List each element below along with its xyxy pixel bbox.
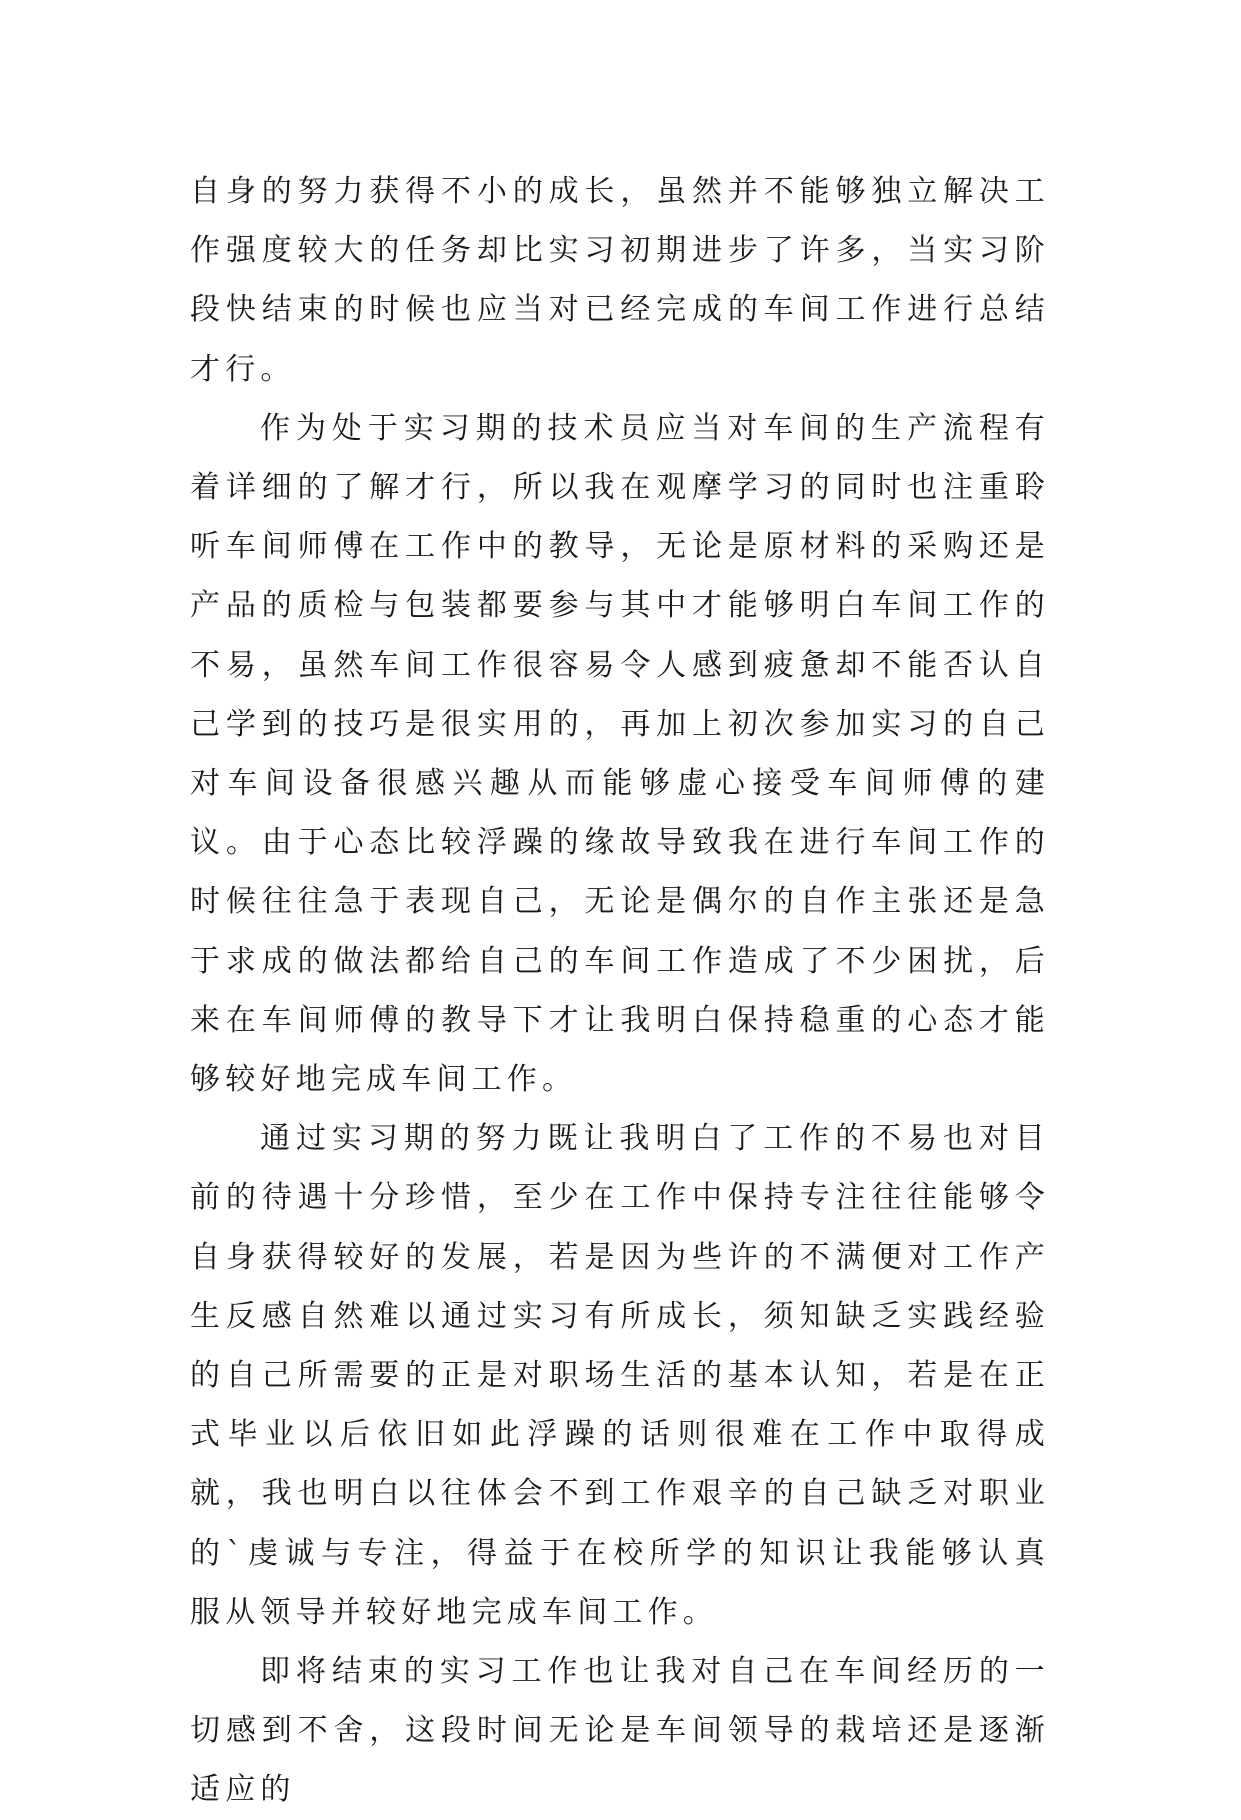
- paragraph-4: 即将结束的实习工作也让我对自己在车间经历的一切感到不舍，这段时间无论是车间领导的栽培还是逐渐适应的: [190, 1654, 1050, 1808]
- paragraph-2: 作为处于实习期的技术员应当对车间的生产流程有着详细的了解才行，所以我在观摩学习的同时也注重聆听车间师傅在工作中的教导，无论是原材料的采购还是产品的质检与包装都要参与其中才能够明白车间工作的不易，虽然车间工作很容易令人感到疲惫却不能否认自己学到的技巧是很实用的，再加上初次参加实习的自己对车间设备很感兴趣从而能够虚心接受车间师傅的建议。由于心态比较浮躁的缘故导致我在进行车间工作的时候往往急于表现自己，无论是偶尔的自作主张还是急于求成的做法都给自己的车间工作造成了不少困扰，后来在车间师傅的教导下才让我明白保持稳重的心态才能够较好地完成车间工作。: [190, 410, 1050, 1098]
- paragraph-3: 通过实习期的努力既让我明白了工作的不易也对目前的待遇十分珍惜，至少在工作中保持专注往往能够令自身获得较好的发展，若是因为些许的不满便对工作产生反感自然难以通过实习有所成长，须知缺乏实践经验的自己所需要的正是对职场生活的基本认知，若是在正式毕业以后依旧如此浮躁的话则很难在工作中取得成就，我也明白以往体会不到工作艰辛的自己缺乏对职业的`虔诚与专注，得益于在校所学的知识让我能够认真服从领导并较好地完成车间工作。: [190, 1121, 1050, 1630]
- paragraph-1: 自身的努力获得不小的成长，虽然并不能够独立解决工作强度较大的任务却比实习初期进步了许多，当实习阶段快结束的时候也应当对已经完成的车间工作进行总结才行。: [190, 174, 1050, 387]
- document-body: [190, 162, 1050, 1820]
